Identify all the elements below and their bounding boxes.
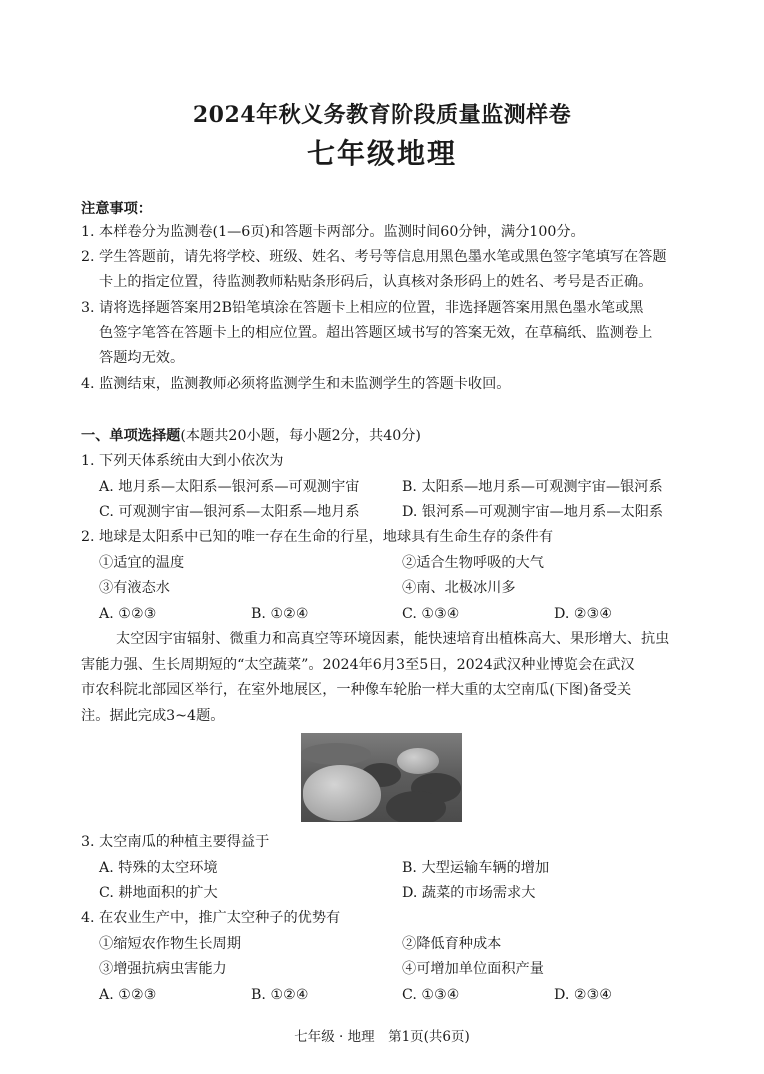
option-a: A. ①②③ xyxy=(99,606,157,622)
option-c: C. ①③④ xyxy=(402,987,460,1003)
option-b: B. ①②④ xyxy=(251,987,309,1003)
passage-line: 太空因宇宙辐射、微重力和高真空等环境因素，能快速培育出植株高大、果形增大、抗虫 xyxy=(116,631,670,647)
statement-4: ④南、北极冰川多 xyxy=(402,580,516,596)
option-b: B. 太阳系—地月系—可观测宇宙—银河系 xyxy=(402,479,663,495)
option-d: D. ②③④ xyxy=(554,987,613,1003)
option-d: D. ②③④ xyxy=(554,606,613,622)
notice-line: 色签字笔答在答题卡上的相应位置。超出答题区域书写的答案无效，在草稿纸、监测卷上 xyxy=(99,325,653,341)
option-d: D. 银河系—可观测宇宙—地月系—太阳系 xyxy=(402,504,664,520)
section-heading-title: 一、单项选择题 xyxy=(81,428,181,444)
option-c: C. 可观测宇宙—银河系—太阳系—地月系 xyxy=(99,504,360,520)
statement-2: ②适合生物呼吸的大气 xyxy=(402,555,544,571)
space-pumpkin-photo xyxy=(301,733,462,822)
section-heading xyxy=(81,427,421,445)
passage-line: 害能力强、生长周期短的“太空蔬菜”。2024年6月3至5日，2024武汉种业博览会在武汉 xyxy=(81,657,635,673)
statement-1: ①适宜的温度 xyxy=(99,555,185,571)
statement-4: ④可增加单位面积产量 xyxy=(402,961,544,977)
option-a: A. ①②③ xyxy=(99,987,157,1003)
notice-line: 3. 请将选择题答案用2B铅笔填涂在答题卡上相应的位置，非选择题答案用黑色墨水笔或黑 xyxy=(81,300,644,316)
question-stem: 2. 地球是太阳系中已知的唯一存在生命的行星，地球具有生命生存的条件有 xyxy=(81,529,554,545)
statement-3: ③有液态水 xyxy=(99,580,170,596)
exam-subject: 七年级地理 xyxy=(306,137,457,170)
section-heading-note: (本题共20小题，每小题2分，共40分) xyxy=(180,428,421,444)
statement-3: ③增强抗病虫害能力 xyxy=(99,961,227,977)
option-c: C. ①③④ xyxy=(402,606,460,622)
notice-line: 1. 本样卷分为监测卷(1—6页)和答题卡两部分。监测时间60分钟，满分100分。 xyxy=(81,224,585,240)
question-stem: 3. 太空南瓜的种植主要得益于 xyxy=(81,834,270,850)
option-a: A. 地月系—太阳系—银河系—可观测宇宙 xyxy=(99,479,360,495)
notice-line: 卡上的指定位置，待监测教师粘贴条形码后，认真核对条形码上的姓名、考号是否正确。 xyxy=(99,274,653,290)
option-c: C. 耕地面积的扩大 xyxy=(99,885,218,901)
notice-line: 2. 学生答题前，请先将学校、班级、姓名、考号等信息用黑色墨水笔或黑色签字笔填写在答题 xyxy=(81,249,667,265)
statement-2: ②降低育种成本 xyxy=(402,936,502,952)
statement-1: ①缩短农作物生长周期 xyxy=(99,936,241,952)
question-stem: 1. 下列天体系统由大到小依次为 xyxy=(81,453,284,469)
notice-heading: 注意事项： xyxy=(81,201,152,217)
notice-line: 4. 监测结束，监测教师必须将监测学生和未监测学生的答题卡收回。 xyxy=(81,376,511,392)
option-a: A. 特殊的太空环境 xyxy=(99,860,218,876)
passage-line: 注。据此完成3~4题。 xyxy=(81,708,225,724)
option-d: D. 蔬菜的市场需求大 xyxy=(402,885,536,901)
question-stem: 4. 在农业生产中，推广太空种子的优势有 xyxy=(81,910,341,926)
passage-line: 市农科院北部园区举行，在室外地展区，一种像车轮胎一样大重的太空南瓜(下图)备受关 xyxy=(81,682,632,698)
notice-line: 答题均无效。 xyxy=(99,350,185,366)
page-footer: 七年级 · 地理 第1页(共6页) xyxy=(294,1029,470,1045)
option-b: B. ①②④ xyxy=(251,606,309,622)
option-b: B. 大型运输车辆的增加 xyxy=(402,860,550,876)
exam-title: 2024年秋义务教育阶段质量监测样卷 xyxy=(192,102,572,128)
